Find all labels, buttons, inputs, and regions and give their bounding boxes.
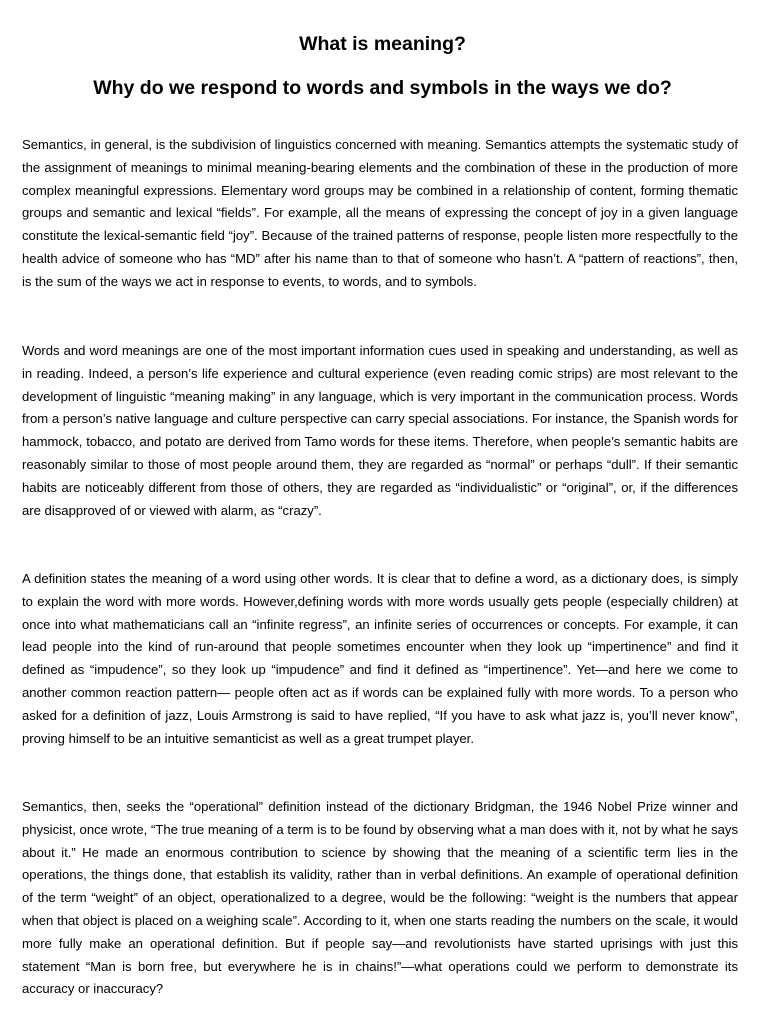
paragraph-3: A definition states the meaning of a word using other words. It is clear that to define a word, as a dictionary does, is simply to explain the word with more words. However,defining words with more words usually gets people (especially children) at once into what mathematicians call an “infinite regress”, an infinite series of occurrences or concepts. For example, it can lead people into the kind of run-around that people sometimes encounter when they look up “impertinence” and find it defined as “impudence”, so they look up “impudence” and find it defined as “impertinence”. Yet—and here we come to another common reaction pattern— people often act as if words can be explained fully with more words. To a person who asked for a definition of jazz, Louis Armstrong is said to have replied, “If you have to ask what jazz is, you’ll never know”, proving himself to be an intuitive semanticist as well as a great trumpet player. xyxy=(22,571,738,746)
paragraph-2: Words and word meanings are one of the most important information cues used in speaking and understanding, as well as in reading. Indeed, a person’s life experience and cultural experience (even reading comic strips) are most relevant to the development of linguistic “meaning making” in any language, which is very important in the communication process. Words from a person’s native language and culture perspective can carry special associations. For instance, the Spanish words for hammock, tobacco, and potato are derived from Tamo words for these items. Therefore, when people’s semantic habits are reasonably similar to those of most people around them, they are regarded as “normal” or perhaps “dull”. If their semantic habits are noticeably different from those of others, they are regarded as “individualistic” or “original”, or, if the differences are disapproved of or viewed with alarm, as “crazy”. xyxy=(22,343,738,518)
page-subtitle: Why do we respond to words and symbols in the ways we do? xyxy=(93,77,672,99)
page-title: What is meaning? xyxy=(299,33,466,55)
paragraph-1: Semantics, in general, is the subdivision of linguistics concerned with meaning. Semantics attempts the systematic study of the assignment of meanings to minimal meaning-bearing elements and the combination of these in the production of more complex meaningful expressions. Elementary word groups may be combined in a relationship of content, forming thematic groups and semantic and lexical “fields”. For example, all the means of expressing the concept of joy in a given language constitute the lexical-semantic field “joy”. Because of the trained patterns of response, people listen more respectfully to the health advice of someone who has “MD” after his name than to that of someone who hasn’t. A “pattern of reactions”, then, is the sum of the ways we act in response to events, to words, and to symbols. xyxy=(22,137,738,289)
paragraph-4: Semantics, then, seeks the “operational” definition instead of the dictionary Bridgman, the 1946 Nobel Prize winner and physicist, once wrote, “The true meaning of a term is to be found by observing what a man does with it, not by what he says about it.” He made an enormous contribution to science by showing that the meaning of a scientific term lies in the operations, the things done, that establish its validity, rather than in verbal definitions. An example of operational definition of the term “weight” of an object, operationalized to a degree, would be the following: “weight is the numbers that appear when that object is placed on a weighing scale”. According to it, when one starts reading the numbers on the scale, it would more fully make an operational definition. But if people say—and revolutionists have started uprisings with just this statement “Man is born free, but everywhere he is in chains!”—what operations could we perform to demonstrate its accuracy or inaccuracy? xyxy=(22,799,738,997)
